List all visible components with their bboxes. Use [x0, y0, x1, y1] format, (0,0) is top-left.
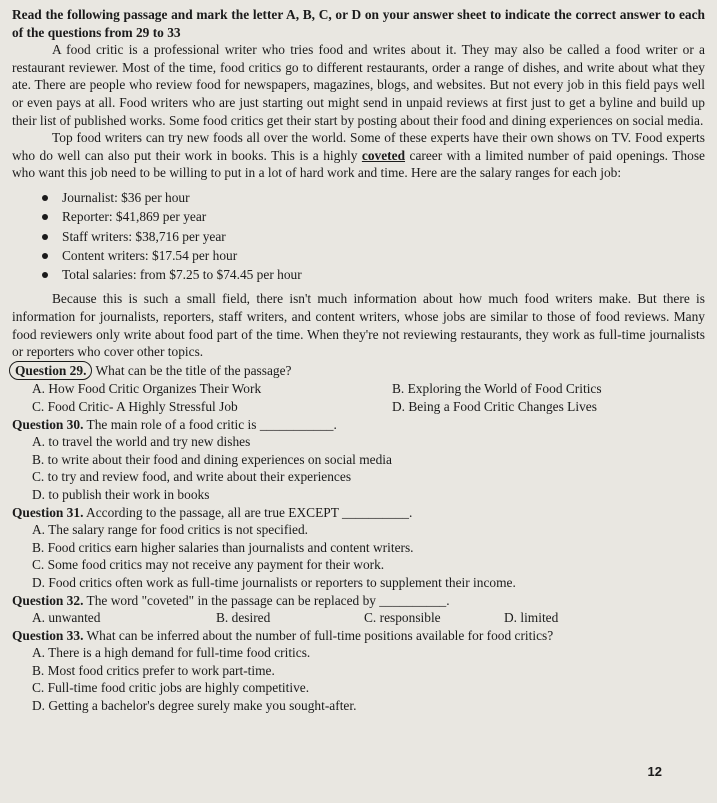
salary-item-text: Total salaries: from $7.25 to $74.45 per hour — [62, 267, 302, 283]
option-c[interactable]: C. Full-time food critic jobs are highly competitive. — [32, 680, 310, 696]
salary-item — [52, 207, 705, 226]
option-b[interactable]: B. Exploring the World of Food Critics — [392, 381, 602, 397]
bullet-icon — [42, 195, 48, 201]
question-stem: What can be the title of the passage? — [95, 362, 292, 378]
salary-item — [52, 188, 705, 207]
option-d[interactable]: D. to publish their work in books — [32, 486, 210, 502]
answer-options — [12, 433, 705, 503]
passage-paragraph-2-start: Top food writers can try new foods all over the world. Some of these experts have their own shows on TV. Food experts who do well can also put their work in books. This is a highly — [12, 130, 705, 163]
salary-item-text: Staff writers: $38,716 per year — [62, 228, 226, 244]
salary-item — [52, 246, 705, 265]
option-b[interactable]: B. Food critics earn higher salaries than journalists and content writers. — [32, 539, 414, 555]
option-d[interactable]: D. Getting a bachelor's degree surely make you sought-after. — [32, 698, 357, 714]
passage-paragraph-2 — [12, 129, 705, 182]
question-label: Question 30. — [12, 416, 84, 432]
question-label: Question 31. — [12, 504, 84, 520]
question-stem: According to the passage, all are true EXCEPT __________. — [86, 504, 413, 520]
bullet-icon — [42, 272, 48, 278]
option-a[interactable]: A. unwanted — [32, 610, 101, 626]
salary-item-text: Reporter: $41,869 per year — [62, 209, 207, 225]
passage-paragraph-2-end: career with a limited number of paid openings. Those who want this job need to be willing to put in a lot of hard work and time. Here are the salary ranges for each job: — [12, 147, 705, 181]
answer-options — [12, 380, 705, 415]
bullet-icon — [42, 253, 48, 259]
option-a[interactable]: A. There is a high demand for full-time food critics. — [32, 645, 311, 661]
question-label: Question 29. — [9, 361, 92, 381]
question-stem: The main role of a food critic is ___________. — [86, 416, 337, 432]
answer-options — [12, 521, 705, 591]
salary-item-text: Content writers: $17.54 per hour — [62, 247, 238, 263]
passage-paragraph-3: Because this is such a small field, there isn't much information about how much food writers make. But there is information for journalists, reporters, staff writers, and content writers, whose jobs are similar to those of food reviews. Many food reviewers only write about food part of the time. When they're not reviewing restaurants, they work as full-time journalists or reporters who cover other topics. — [12, 291, 705, 360]
option-d[interactable]: D. limited — [504, 610, 559, 626]
option-b[interactable]: B. desired — [216, 610, 271, 626]
option-c[interactable]: C. responsible — [364, 610, 441, 626]
bullet-icon — [42, 234, 48, 240]
salary-list — [12, 188, 705, 284]
option-c[interactable]: C. Some food critics may not receive any payment for their work. — [32, 557, 385, 573]
option-a[interactable]: A. How Food Critic Organizes Their Work — [32, 381, 262, 397]
salary-item-text: Journalist: $36 per hour — [62, 189, 190, 205]
option-d[interactable]: D. Being a Food Critic Changes Lives — [392, 398, 597, 414]
answer-options — [12, 644, 705, 714]
bullet-icon — [42, 214, 48, 220]
salary-item — [52, 265, 705, 284]
option-a[interactable]: A. The salary range for food critics is not specified. — [32, 522, 309, 538]
question-32 — [12, 592, 705, 627]
keyword-coveted: coveted — [361, 147, 406, 163]
option-a[interactable]: A. to travel the world and try new dishes — [32, 434, 251, 450]
option-b[interactable]: B. Most food critics prefer to work part-time. — [32, 662, 275, 678]
option-d[interactable]: D. Food critics often work as full-time journalists or reporters to supplement their income. — [32, 574, 516, 590]
salary-item — [52, 227, 705, 246]
question-label: Question 33. — [12, 627, 84, 643]
passage-paragraph-1: A food critic is a professional writer who tries food and writes about it. They may also be called a food writer or a restaurant reviewer. Most of the time, food critics go to different restaurants, order a range of dishes, and write about what they ate. There are people who review food for newspapers, magazines, blogs, and websites. But not every job in this field pays well or even pays at all. Food writers who are just starting out might send in unpaid reviews at first just to get a byline and build up their list of published works. Some food critics get their start by posting about their food and dining experiences on social media. — [12, 42, 705, 128]
option-c[interactable]: C. to try and review food, and write about their experiences — [32, 469, 352, 485]
question-30 — [12, 416, 705, 504]
question-stem: What can be inferred about the number of full-time positions available for food critics? — [86, 627, 554, 643]
option-c[interactable]: C. Food Critic- A Highly Stressful Job — [32, 398, 238, 414]
question-29 — [12, 361, 705, 416]
question-label: Question 32. — [12, 592, 84, 608]
page-number: 12 — [647, 764, 662, 780]
answer-options — [12, 609, 705, 627]
option-b[interactable]: B. to write about their food and dining experiences on social media — [32, 451, 392, 467]
instructions: Read the following passage and mark the letter A, B, C, or D on your answer sheet to indicate the correct answer to each of the questions from 29 to 33 — [12, 7, 705, 40]
question-33 — [12, 627, 705, 715]
question-31 — [12, 504, 705, 592]
reading-passage — [12, 41, 705, 361]
question-stem: The word "coveted" in the passage can be replaced by __________. — [86, 592, 450, 608]
